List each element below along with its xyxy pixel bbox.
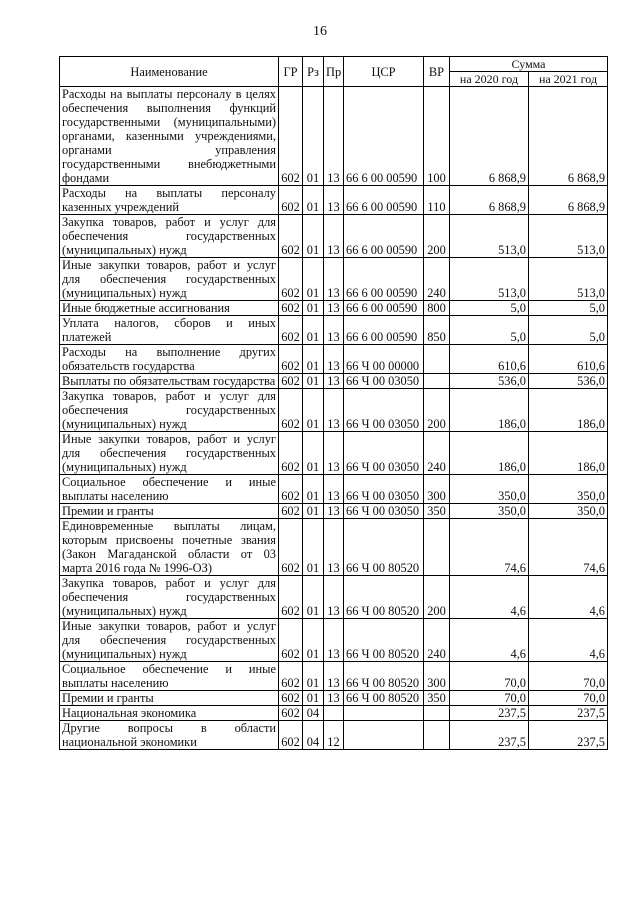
cell-rz: 01 <box>303 345 324 374</box>
cell-csr: 66 6 00 00590 <box>344 215 424 258</box>
cell-csr: 66 Ч 00 03050 <box>344 389 424 432</box>
cell-name: Единовременные выплаты лицам, которым присвоены почетные звания (Закон Магаданской области от 03 марта 2016 года № 1996-ОЗ) <box>60 519 279 576</box>
cell-gr: 602 <box>279 374 303 389</box>
cell-csr: 66 6 00 00590 <box>344 186 424 215</box>
header-vr: ВР <box>424 57 450 87</box>
cell-csr: 66 Ч 00 80520 <box>344 519 424 576</box>
cell-pr: 13 <box>324 691 344 706</box>
cell-gr: 602 <box>279 475 303 504</box>
cell-rz: 04 <box>303 706 324 721</box>
cell-rz: 01 <box>303 87 324 186</box>
cell-sum-2020: 6 868,9 <box>450 87 529 186</box>
cell-name: Социальное обеспечение и иные выплаты населению <box>60 475 279 504</box>
cell-gr: 602 <box>279 706 303 721</box>
header-pr: Пр <box>324 57 344 87</box>
table-row <box>60 345 608 374</box>
cell-rz: 01 <box>303 662 324 691</box>
table-row <box>60 87 608 186</box>
table-header <box>60 57 608 87</box>
table-row <box>60 706 608 721</box>
header-gr: ГР <box>279 57 303 87</box>
table-row <box>60 215 608 258</box>
cell-name: Уплата налогов, сборов и иных платежей <box>60 316 279 345</box>
header-year-2021: на 2021 год <box>529 72 608 87</box>
cell-sum-2020: 5,0 <box>450 316 529 345</box>
cell-vr <box>424 345 450 374</box>
cell-name: Премии и гранты <box>60 504 279 519</box>
cell-csr: 66 Ч 00 03050 <box>344 432 424 475</box>
cell-sum-2021: 536,0 <box>529 374 608 389</box>
cell-sum-2021: 4,6 <box>529 576 608 619</box>
cell-name: Расходы на выплаты персоналу казенных учреждений <box>60 186 279 215</box>
cell-csr: 66 Ч 00 00000 <box>344 345 424 374</box>
cell-pr: 12 <box>324 721 344 750</box>
cell-sum-2021: 513,0 <box>529 215 608 258</box>
cell-gr: 602 <box>279 662 303 691</box>
cell-sum-2020: 70,0 <box>450 662 529 691</box>
cell-name: Иные закупки товаров, работ и услуг для обеспечения государственных (муниципальных) нужд <box>60 258 279 301</box>
cell-sum-2020: 5,0 <box>450 301 529 316</box>
table-row <box>60 662 608 691</box>
cell-rz: 04 <box>303 721 324 750</box>
header-rz: Рз <box>303 57 324 87</box>
cell-gr: 602 <box>279 258 303 301</box>
cell-sum-2021: 610,6 <box>529 345 608 374</box>
table-row <box>60 576 608 619</box>
table-row <box>60 721 608 750</box>
cell-pr: 13 <box>324 345 344 374</box>
cell-gr: 602 <box>279 186 303 215</box>
cell-name: Другие вопросы в области национальной экономики <box>60 721 279 750</box>
cell-vr: 800 <box>424 301 450 316</box>
budget-table <box>59 56 608 750</box>
cell-rz: 01 <box>303 619 324 662</box>
cell-csr: 66 Ч 00 03050 <box>344 504 424 519</box>
cell-vr: 240 <box>424 432 450 475</box>
cell-vr: 200 <box>424 215 450 258</box>
cell-sum-2021: 350,0 <box>529 504 608 519</box>
cell-pr: 13 <box>324 662 344 691</box>
cell-name: Закупка товаров, работ и услуг для обеспечения государственных (муниципальных) нужд <box>60 215 279 258</box>
cell-name: Расходы на выполнение других обязательств государства <box>60 345 279 374</box>
cell-sum-2021: 186,0 <box>529 389 608 432</box>
cell-sum-2020: 4,6 <box>450 576 529 619</box>
cell-name: Иные закупки товаров, работ и услуг для обеспечения государственных (муниципальных) нужд <box>60 619 279 662</box>
cell-pr: 13 <box>324 389 344 432</box>
cell-pr: 13 <box>324 374 344 389</box>
cell-pr: 13 <box>324 87 344 186</box>
cell-vr: 200 <box>424 389 450 432</box>
cell-sum-2020: 513,0 <box>450 215 529 258</box>
cell-sum-2020: 350,0 <box>450 475 529 504</box>
cell-pr: 13 <box>324 432 344 475</box>
cell-sum-2020: 4,6 <box>450 619 529 662</box>
cell-name: Выплаты по обязательствам государства <box>60 374 279 389</box>
cell-gr: 602 <box>279 504 303 519</box>
cell-gr: 602 <box>279 432 303 475</box>
cell-name: Иные закупки товаров, работ и услуг для обеспечения государственных (муниципальных) нужд <box>60 432 279 475</box>
cell-sum-2021: 186,0 <box>529 432 608 475</box>
cell-sum-2020: 610,6 <box>450 345 529 374</box>
cell-vr: 110 <box>424 186 450 215</box>
cell-sum-2020: 536,0 <box>450 374 529 389</box>
cell-sum-2020: 237,5 <box>450 706 529 721</box>
cell-sum-2021: 237,5 <box>529 706 608 721</box>
cell-pr <box>324 706 344 721</box>
cell-csr: 66 6 00 00590 <box>344 316 424 345</box>
cell-sum-2020: 237,5 <box>450 721 529 750</box>
cell-csr: 66 Ч 00 80520 <box>344 619 424 662</box>
cell-csr: 66 6 00 00590 <box>344 301 424 316</box>
cell-gr: 602 <box>279 316 303 345</box>
cell-sum-2021: 5,0 <box>529 301 608 316</box>
cell-sum-2020: 350,0 <box>450 504 529 519</box>
table-row <box>60 389 608 432</box>
header-name: Наименование <box>60 57 279 87</box>
cell-name: Национальная экономика <box>60 706 279 721</box>
table-row <box>60 186 608 215</box>
cell-gr: 602 <box>279 691 303 706</box>
cell-sum-2021: 4,6 <box>529 619 608 662</box>
cell-pr: 13 <box>324 504 344 519</box>
cell-pr: 13 <box>324 301 344 316</box>
cell-csr: 66 Ч 00 03050 <box>344 475 424 504</box>
cell-sum-2021: 513,0 <box>529 258 608 301</box>
table-row <box>60 519 608 576</box>
cell-vr <box>424 721 450 750</box>
cell-gr: 602 <box>279 301 303 316</box>
cell-rz: 01 <box>303 186 324 215</box>
cell-pr: 13 <box>324 186 344 215</box>
cell-rz: 01 <box>303 519 324 576</box>
cell-rz: 01 <box>303 691 324 706</box>
cell-pr: 13 <box>324 316 344 345</box>
cell-pr: 13 <box>324 215 344 258</box>
cell-gr: 602 <box>279 721 303 750</box>
cell-rz: 01 <box>303 301 324 316</box>
cell-sum-2021: 6 868,9 <box>529 87 608 186</box>
cell-sum-2020: 186,0 <box>450 432 529 475</box>
cell-name: Закупка товаров, работ и услуг для обеспечения государственных (муниципальных) нужд <box>60 389 279 432</box>
cell-sum-2020: 70,0 <box>450 691 529 706</box>
cell-rz: 01 <box>303 475 324 504</box>
cell-vr: 240 <box>424 619 450 662</box>
cell-vr: 850 <box>424 316 450 345</box>
cell-name: Премии и гранты <box>60 691 279 706</box>
header-sum: Сумма <box>450 57 608 72</box>
cell-gr: 602 <box>279 519 303 576</box>
table-row <box>60 374 608 389</box>
cell-csr: 66 6 00 00590 <box>344 87 424 186</box>
cell-vr: 200 <box>424 576 450 619</box>
cell-sum-2020: 6 868,9 <box>450 186 529 215</box>
cell-sum-2020: 513,0 <box>450 258 529 301</box>
cell-name: Закупка товаров, работ и услуг для обеспечения государственных (муниципальных) нужд <box>60 576 279 619</box>
cell-gr: 602 <box>279 619 303 662</box>
cell-pr: 13 <box>324 576 344 619</box>
page-number: 16 <box>313 24 327 39</box>
cell-csr: 66 Ч 00 80520 <box>344 576 424 619</box>
cell-name: Иные бюджетные ассигнования <box>60 301 279 316</box>
cell-csr: 66 6 00 00590 <box>344 258 424 301</box>
cell-vr <box>424 519 450 576</box>
table-row <box>60 619 608 662</box>
cell-sum-2021: 6 868,9 <box>529 186 608 215</box>
cell-csr <box>344 721 424 750</box>
cell-name: Расходы на выплаты персоналу в целях обеспечения выполнения функций государственными (муниципальными) органами, казенными учреждениями, органами управления государственными внебюджетными фондами <box>60 87 279 186</box>
cell-sum-2020: 74,6 <box>450 519 529 576</box>
cell-rz: 01 <box>303 316 324 345</box>
cell-vr: 300 <box>424 475 450 504</box>
cell-rz: 01 <box>303 258 324 301</box>
cell-gr: 602 <box>279 389 303 432</box>
cell-rz: 01 <box>303 432 324 475</box>
cell-vr: 300 <box>424 662 450 691</box>
cell-rz: 01 <box>303 389 324 432</box>
header-year-2020: на 2020 год <box>450 72 529 87</box>
cell-rz: 01 <box>303 576 324 619</box>
cell-rz: 01 <box>303 504 324 519</box>
table-row <box>60 475 608 504</box>
cell-csr: 66 Ч 00 80520 <box>344 662 424 691</box>
table-row <box>60 301 608 316</box>
cell-csr: 66 Ч 00 80520 <box>344 691 424 706</box>
cell-pr: 13 <box>324 519 344 576</box>
cell-sum-2021: 70,0 <box>529 662 608 691</box>
cell-gr: 602 <box>279 576 303 619</box>
cell-sum-2021: 5,0 <box>529 316 608 345</box>
table-row <box>60 432 608 475</box>
cell-rz: 01 <box>303 215 324 258</box>
cell-rz: 01 <box>303 374 324 389</box>
cell-csr <box>344 706 424 721</box>
cell-sum-2020: 186,0 <box>450 389 529 432</box>
cell-gr: 602 <box>279 345 303 374</box>
cell-vr: 100 <box>424 87 450 186</box>
header-csr: ЦСР <box>344 57 424 87</box>
cell-pr: 13 <box>324 619 344 662</box>
table-row <box>60 691 608 706</box>
table-row <box>60 316 608 345</box>
table-body <box>60 87 608 750</box>
cell-csr: 66 Ч 00 03050 <box>344 374 424 389</box>
cell-sum-2021: 70,0 <box>529 691 608 706</box>
cell-sum-2021: 350,0 <box>529 475 608 504</box>
cell-vr: 240 <box>424 258 450 301</box>
cell-gr: 602 <box>279 215 303 258</box>
cell-name: Социальное обеспечение и иные выплаты населению <box>60 662 279 691</box>
cell-vr <box>424 374 450 389</box>
cell-pr: 13 <box>324 258 344 301</box>
cell-sum-2021: 74,6 <box>529 519 608 576</box>
cell-vr: 350 <box>424 691 450 706</box>
table-row <box>60 504 608 519</box>
cell-gr: 602 <box>279 87 303 186</box>
table-row <box>60 258 608 301</box>
cell-vr: 350 <box>424 504 450 519</box>
cell-pr: 13 <box>324 475 344 504</box>
cell-sum-2021: 237,5 <box>529 721 608 750</box>
cell-vr <box>424 706 450 721</box>
